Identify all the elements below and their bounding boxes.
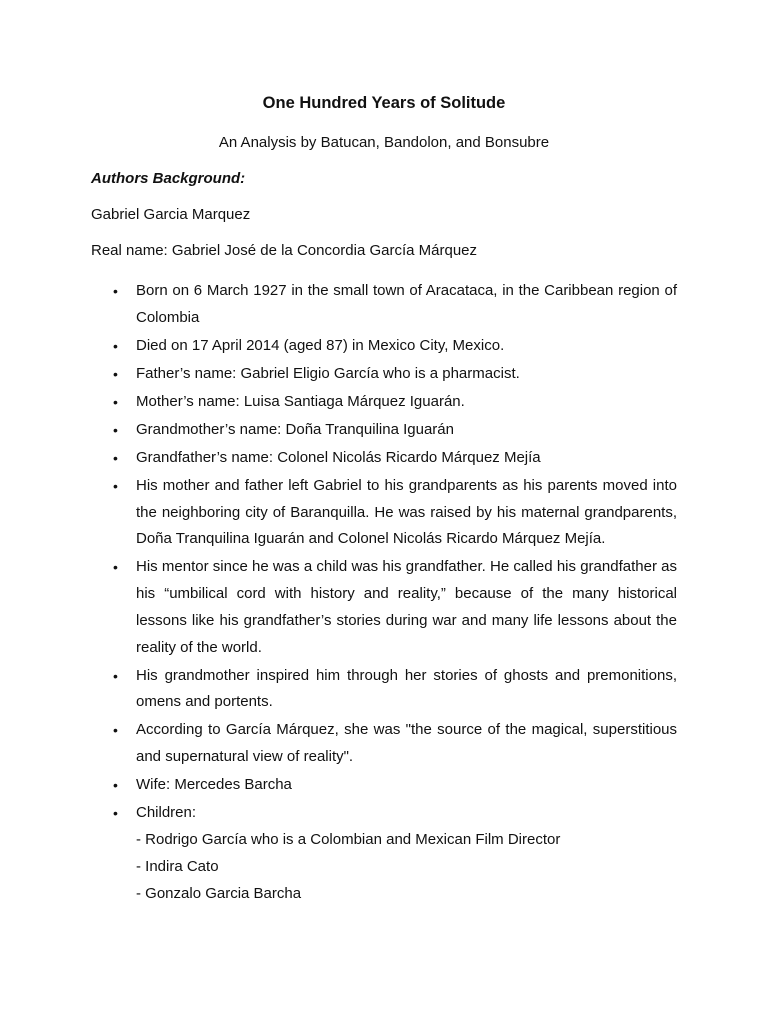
section-heading: Authors Background:: [91, 170, 246, 187]
bullet-icon: •: [113, 777, 118, 794]
author-name: Gabriel Garcia Marquez: [91, 206, 251, 223]
bullet-icon: •: [113, 667, 118, 684]
list-item-father: [91, 361, 677, 388]
bullet-icon: •: [113, 393, 118, 410]
list-item-text: His mentor since he was a child was his grandfather. He called his grandfather as his “umbilical cord with history and reality,” because of the many historical lessons like his grandfather’s stories during war and many life lessons about the reality of the world.: [136, 558, 677, 656]
list-item-text: According to García Márquez, she was "the source of the magical, superstitious and supernatural view of reality".: [136, 721, 677, 766]
list-item-wife: [91, 772, 677, 799]
bullet-icon: •: [113, 477, 118, 494]
list-item-text: Grandmother’s name: Doña Tranquilina Iguarán: [136, 420, 454, 438]
bullet-icon: •: [113, 449, 118, 466]
child-item: - Gonzalo Garcia Barcha: [136, 884, 302, 902]
background-list: [91, 278, 677, 907]
bullet-icon: •: [113, 559, 118, 576]
bullet-icon: •: [113, 722, 118, 739]
list-item-quote: [91, 717, 677, 771]
list-item-text: Born on 6 March 1927 in the small town of Aracataca, in the Caribbean region of Colombia: [136, 282, 677, 326]
list-item-children: [91, 800, 677, 907]
list-item-text: Died on 17 April 2014 (aged 87) in Mexico City, Mexico.: [136, 336, 505, 354]
real-name: Real name: Gabriel José de la Concordia García Márquez: [91, 242, 478, 259]
bullet-icon: •: [113, 805, 118, 822]
list-item-born: [91, 278, 677, 332]
list-item-text: Children:: [136, 804, 197, 822]
child-item: - Rodrigo García who is a Colombian and Mexican Film Director: [136, 831, 561, 848]
list-item-raised: [91, 473, 677, 553]
list-item-text: Wife: Mercedes Barcha: [136, 776, 292, 794]
list-item-text: Grandfather’s name: Colonel Nicolás Ricardo Márquez Mejía: [136, 448, 541, 466]
list-item-text: Mother’s name: Luisa Santiaga Márquez Iguarán.: [136, 392, 465, 410]
list-item-mother: [91, 389, 677, 416]
bullet-icon: •: [113, 365, 118, 382]
bullet-icon: •: [113, 283, 118, 299]
bullet-icon: •: [113, 337, 118, 354]
list-item-text: Father’s name: Gabriel Eligio García who is a pharmacist.: [136, 364, 520, 382]
bullet-icon: •: [113, 421, 118, 438]
list-item-died: [91, 333, 677, 360]
list-item-grandmother: [91, 417, 677, 444]
list-item-text: His mother and father left Gabriel to his grandparents as his parents moved into the neighboring city of Baranquilla. He was raised by his maternal grandparents, Doña Tranquilina Iguarán and Colonel Nicolás Ricardo Márquez Mejía.: [136, 476, 677, 548]
list-item-grandmother-inspiration: [91, 663, 677, 717]
document-title: One Hundred Years of Solitude: [262, 94, 506, 112]
list-item-mentor: [91, 554, 677, 661]
list-item-text: His grandmother inspired him through her stories of ghosts and premonitions, omens and portents.: [136, 666, 677, 711]
document-subtitle: An Analysis by Batucan, Bandolon, and Bonsubre: [218, 134, 550, 151]
children-list: [136, 827, 677, 907]
list-item-grandfather: [91, 445, 677, 472]
child-item: - Indira Cato: [136, 857, 219, 875]
